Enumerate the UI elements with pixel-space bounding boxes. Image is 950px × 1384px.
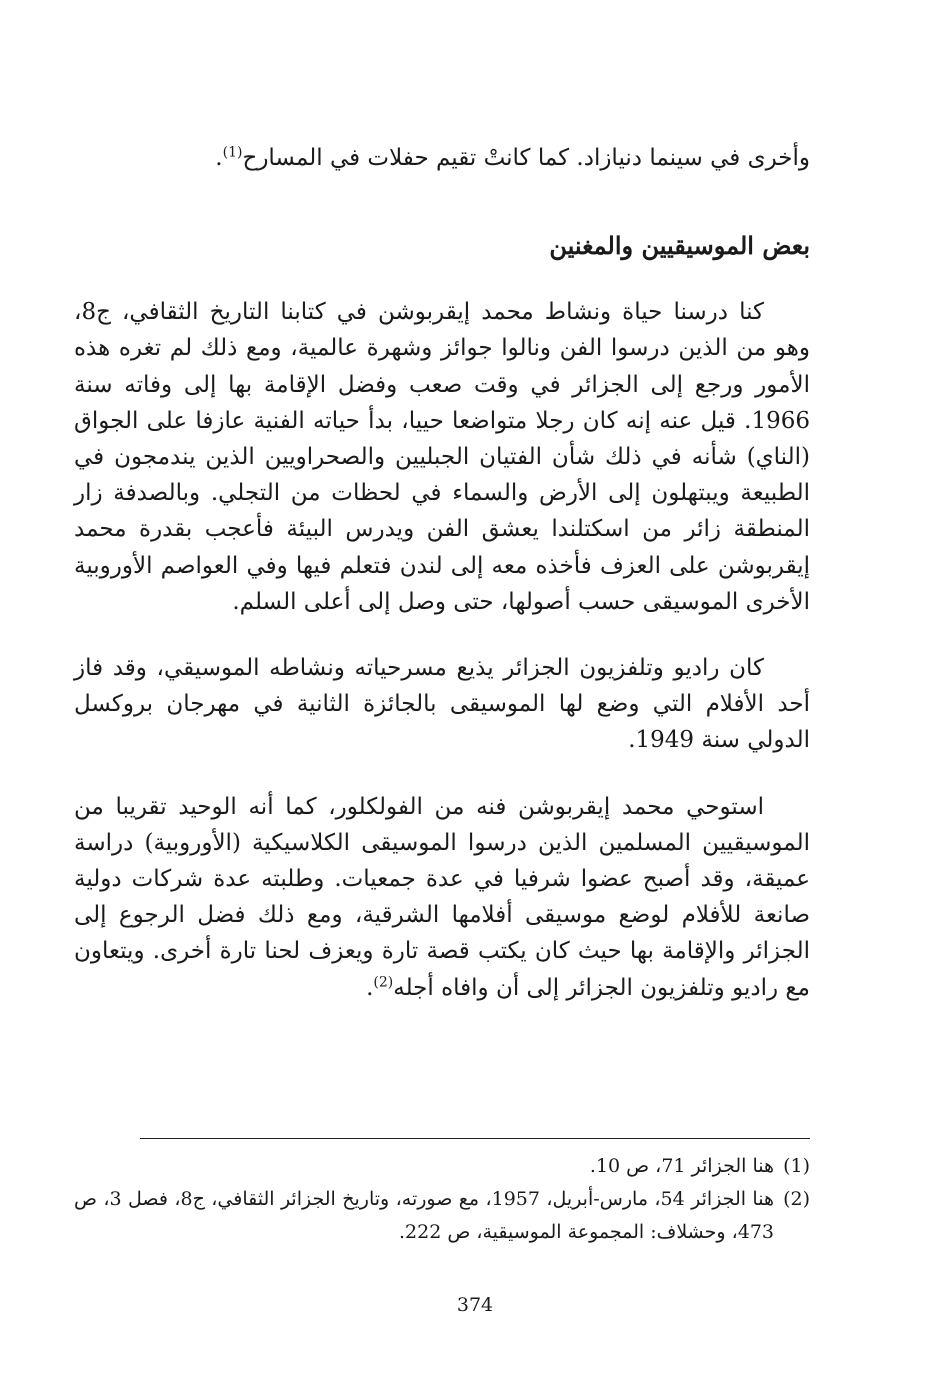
page-body	[74, 130, 810, 1006]
intro-text: وأخرى في سينما دنيازاد. كما كانتْ تقيم حفلات في المسارح	[242, 145, 810, 171]
paragraph-3-end: .	[366, 974, 374, 1001]
footnote-2-mark: (2)	[783, 1188, 810, 1210]
paragraph-1: كنا درسنا حياة ونشاط محمد إيقربوشن في كتابنا التاريخ الثقافي، ج8، وهو من الذين درسوا الفن ونالوا جوائز وشهرة عالمية، ومع ذلك لم تغره هذه الأمور ورجع إلى الجزائر في وقت صعب وفضل الإقامة بها إلى وفاته سنة 1966. قيل عنه إنه كان رجلا متواضعا حييا، بدأ حياته الفنية عازفا على الجواق (الناي) شأنه في ذلك شأن الفتيان الجبليين والصحراويين الذين يندمجون في الطبيعة ويبتهلون إلى الأرض والسماء في لحظات من التجلي. وبالصدفة زار المنطقة زائر من اسكتلندا يعشق الفن ويدرس البيئة فأعجب بقدرة محمد إيقربوشن على العزف فأخذه معه إلى لندن فتعلم فيها وفي العواصم الأوروبية الأخرى الموسيقى حسب أصولها، حتى وصل إلى أعلى السلم.	[74, 299, 810, 615]
intro-paragraph	[74, 140, 810, 176]
footnote-divider	[140, 1138, 810, 1139]
footnote-ref-2[interactable]: (2)	[373, 974, 394, 990]
footnotes	[74, 1150, 810, 1249]
paragraph-2: كان راديو وتلفزيون الجزائر يذيع مسرحياته ونشاطه الموسيقي، وقد فاز أحد الأفلام التي وضع لها الموسيقى بالجائزة الثانية في مهرجان بروكسل الدولي سنة 1949.	[74, 655, 810, 754]
page-number: 374	[456, 1294, 494, 1316]
footnote-2-text: هنا الجزائر 54، مارس-أبريل، 1957، مع صورته، وتاريخ الجزائر الثقافي، ج8، فصل 3، ص 473، وحشلاف: المجموعة الموسيقية، ص 222.	[74, 1188, 774, 1243]
paragraph-3-text: استوحي محمد إيقربوشن فنه من الفولكلور، كما أنه الوحيد تقريبا من الموسيقيين المسلمين الذين درسوا الموسيقى الكلاسيكية (الأوروبية) دراسة عميقة، وقد أصبح عضوا شرفيا في عدة جمعيات. وطلبته عدة شركات دولية صانعة للأفلام لوضع موسيقى أفلامها الشرقية، ومع ذلك فضل الرجوع إلى الجزائر والإقامة بها حيث كان يكتب قصة تارة ويعزف لحنا تارة أخرى. ويتعاون مع راديو وتلفزيون الجزائر إلى أن وافاه أجله	[74, 793, 810, 1001]
footnote-1-mark: (1)	[783, 1155, 810, 1177]
section-heading: بعض الموسيقيين والمغنين	[549, 231, 810, 261]
intro-end: .	[215, 145, 223, 171]
footnote-1	[74, 1150, 810, 1183]
paragraph-3	[74, 789, 810, 1006]
footnote-ref-1[interactable]: (1)	[222, 144, 243, 161]
footnote-2	[74, 1183, 810, 1249]
footnote-1-text: هنا الجزائر 71، ص 10.	[589, 1155, 774, 1177]
